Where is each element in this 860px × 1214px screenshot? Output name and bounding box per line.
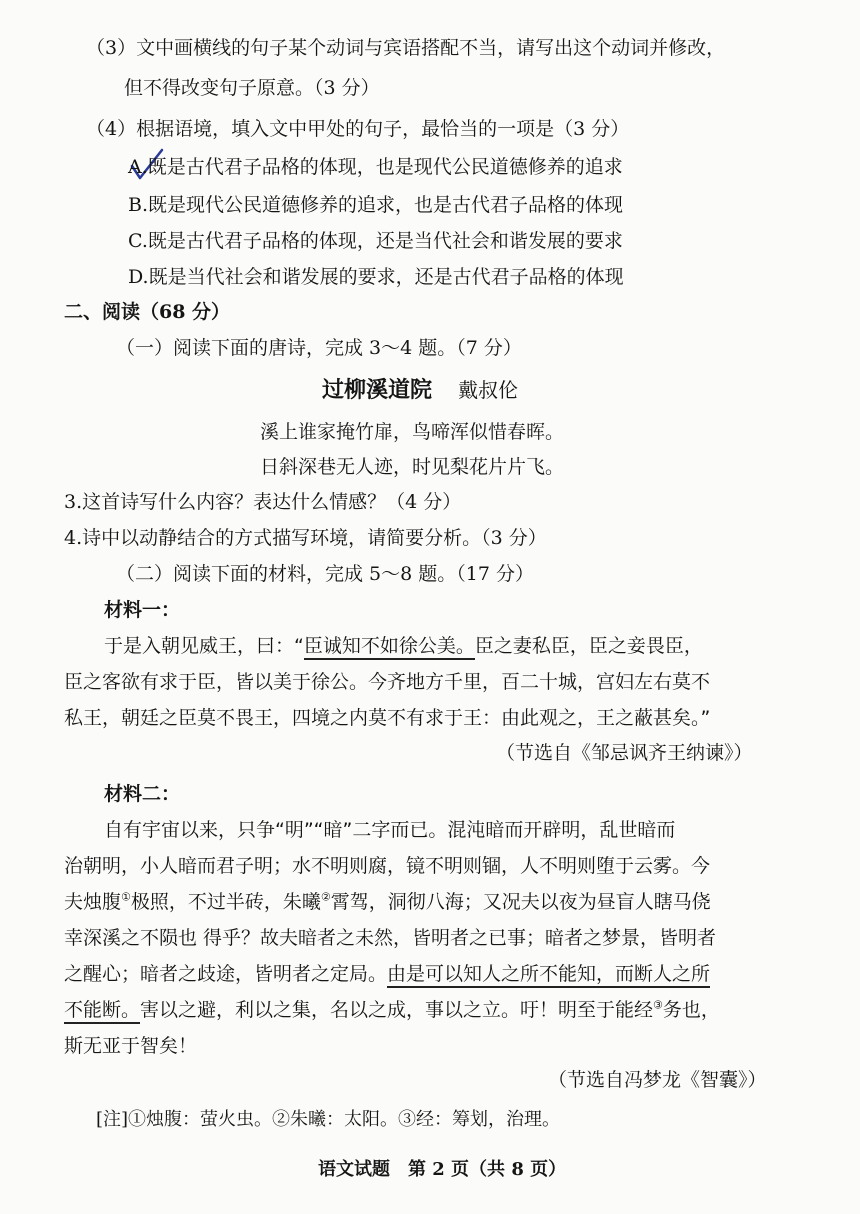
material1-line1 [104,634,703,659]
footnote-marker-1: ① [121,890,131,904]
material2-line6 [64,998,720,1023]
material1-underlined-sentence: 臣诚知不如徐公美。 [304,635,475,660]
question-4-stem: （4）根据语境，填入文中甲处的句子，最恰当的一项是（3 分） [86,118,630,140]
part2-intro: （二）阅读下面的材料，完成 5～8 题。（17 分） [116,563,534,585]
material2-underlined-sentence-b: 不能断。 [64,999,140,1024]
material1-line1-pre: 于是入朝见威王，曰：“ [104,635,304,657]
question-3-poem: 3.这首诗写什么内容？表达什么情感？（4 分） [64,491,462,513]
material2-line1: 自有宇宙以来，只争“明”“暗”二字而已。混沌暗而开辟明，乱世暗而 [104,819,676,841]
footnote-marker-3: ③ [653,998,663,1012]
material2-label: 材料二： [104,783,181,805]
poem-line-2: 日斜深巷无人迹，时见梨花片片飞。 [260,456,565,478]
material2-underlined-sentence-a: 由是可以知人之所不能知，而断人之所 [387,963,710,988]
material1-line2: 臣之客欲有求于臣，皆以美于徐公。今齐地方千里，百二十城，宫妇左右莫不 [64,671,711,693]
footnote-marker-2: ② [320,890,331,904]
material1-line1-post: 臣之妻私臣，臣之妾畏臣， [474,635,703,657]
material2-line6-end: 务也， [662,999,720,1021]
material1-line3: 私王，朝廷之臣莫不畏王，四境之内莫不有求于王：由此观之，王之蔽甚矣。” [64,707,711,729]
question-4-poem: 4.诗中以动静结合的方式描写环境，请简要分析。（3 分） [64,527,547,549]
poem-header [322,376,518,405]
material2-source: （节选自冯梦龙《智囊》） [548,1069,767,1091]
material1-label: 材料一： [104,599,181,621]
material2-line3-c: 霄驾，洞彻八海；又况夫以夜为昼盲人瞎马侥 [330,891,711,913]
option-c: C.既是古代君子品格的体现，还是当代社会和谐发展的要求 [128,230,623,252]
material1-source: （节选自《邹忌讽齐王纳谏》） [496,742,753,764]
poem-title: 过柳溪道院 [322,377,433,403]
material2-line5 [64,962,710,987]
question-3-line2: 但不得改变句子原意。（3 分） [124,77,380,99]
material2-line3-b: 极照，不过半砖，朱曦 [130,891,321,913]
part1-intro: （一）阅读下面的唐诗，完成 3～4 题。（7 分） [116,337,522,359]
material2-line5-pre: 之醒心；暗者之歧途，皆明者之定局。 [64,963,388,985]
option-a: A.既是古代君子品格的体现，也是现代公民道德修养的追求 [128,156,623,178]
footnotes: [注]①烛腹：萤火虫。②朱曦：太阳。③经：筹划，治理。 [96,1109,561,1130]
option-d: D.既是当代社会和谐发展的要求，还是古代君子品格的体现 [128,266,624,288]
question-3-line1: （3）文中画横线的句子某个动词与宾语搭配不当，请写出这个动词并修改， [86,37,726,59]
material2-line4: 幸深溪之不陨也 得乎？故夫暗者之未然，皆明者之已事；暗者之梦景，皆明者 [64,927,717,949]
material2-line6-post: 害以之避，利以之集，名以之成，事以之立。吁！明至于能经 [140,999,654,1021]
material2-line7: 斯无亚于智矣！ [64,1035,198,1057]
page-footer: 语文试题 第 2 页（共 8 页） [318,1159,567,1180]
poem-author: 戴叔伦 [458,378,519,402]
material2-line3 [64,890,711,915]
section-heading-reading: 二、阅读（68 分） [64,301,231,323]
option-b: B.既是现代公民道德修养的追求，也是古代君子品格的体现 [128,194,624,216]
poem-line-1: 溪上谁家掩竹扉，鸟啼浑似惜春晖。 [260,421,565,443]
material2-line3-a: 夫烛腹 [64,891,122,913]
material2-line2: 治朝明，小人暗而君子明；水不明则腐，镜不明则锢，人不明则堕于云雾。今 [64,855,711,877]
